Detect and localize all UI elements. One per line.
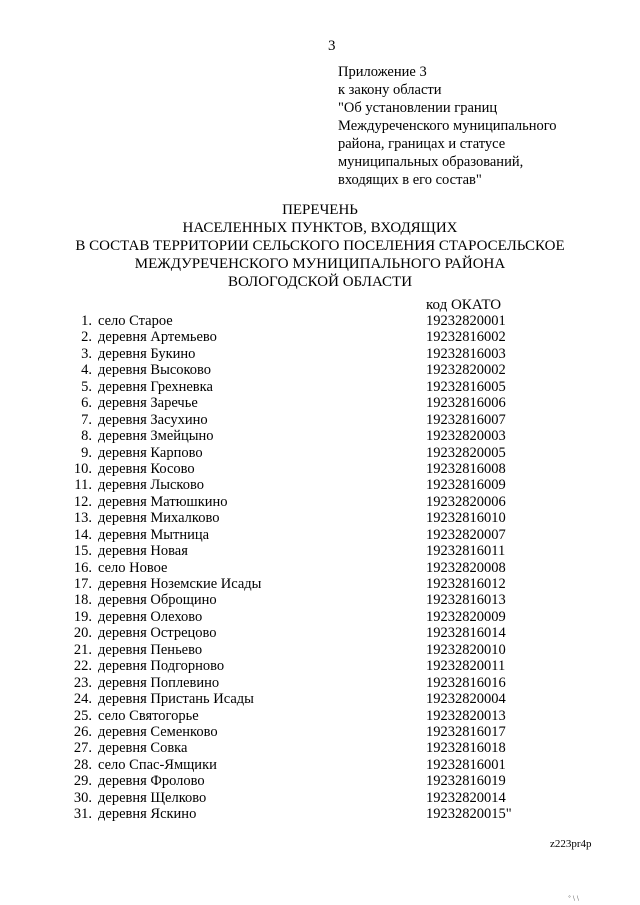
settlement-okato-code: 19232820015" [426,806,512,823]
settlement-number: 18. [73,592,92,609]
settlement-number: 8. [81,428,92,445]
settlement-name: деревня Грехневка [98,378,213,395]
document-title [0,201,640,291]
settlement-name: деревня Подгорново [98,658,225,675]
settlement-number: 16. [73,559,92,576]
settlement-name: село Новое [98,559,168,576]
settlement-okato-code: 19232816016 [426,674,506,691]
settlement-okato-code: 19232816003 [426,345,506,362]
settlement-number: 1. [81,313,92,329]
settlement-name: деревня Поплевино [98,674,220,691]
appendix-line: Приложение 3 [338,64,427,80]
document-code: z223pr4p [550,838,592,850]
settlement-number: 26. [73,723,92,740]
settlement-number: 4. [81,362,92,379]
settlement-name: деревня Фролово [98,773,205,790]
appendix-line: входящих в его состав" [338,172,482,188]
settlement-okato-code: 19232820011 [426,658,506,675]
appendix-line: муниципальных образований, [338,154,524,170]
settlement-row [0,412,640,428]
settlement-row [0,329,640,345]
okato-column-header: код ОКАТО [426,297,502,313]
settlement-okato-code: 19232816013 [426,592,506,609]
settlement-okato-code: 19232820007 [426,526,506,543]
settlement-okato-code: 19232820005 [426,444,506,461]
settlement-number: 9. [81,444,92,461]
settlement-name: деревня Косово [98,460,195,477]
settlement-okato-code: 19232816019 [426,773,506,790]
settlement-okato-code: 19232820009 [426,608,506,625]
settlement-row [0,494,640,510]
settlement-okato-code: 19232816014 [426,625,506,642]
settlement-list [0,313,640,823]
appendix-line: района, границах и статусе [338,136,506,152]
settlement-okato-code: 19232820006 [426,493,506,510]
settlement-row [0,313,640,329]
appendix-line: Междуреченского муниципального [338,118,557,134]
settlement-row [0,773,640,789]
settlement-okato-code: 19232816005 [426,378,506,395]
title-line: В СОСТАВ ТЕРРИТОРИИ СЕЛЬСКОГО ПОСЕЛЕНИЯ СТАРОСЕЛЬСКОЕ [75,238,565,254]
settlement-number: 15. [73,543,92,560]
settlement-number: 7. [81,411,92,428]
settlement-okato-code: 19232816018 [426,740,506,757]
settlement-name: деревня Олехово [98,608,203,625]
settlement-name: деревня Семенково [98,723,218,740]
settlement-row [0,658,640,674]
settlement-number: 14. [73,526,92,543]
settlement-row [0,790,640,806]
settlement-row [0,740,640,756]
settlement-okato-code: 19232820001 [426,313,506,329]
settlement-row [0,527,640,543]
settlement-row [0,592,640,608]
settlement-name: деревня Новая [98,543,188,560]
settlement-number: 17. [73,576,92,592]
settlement-number: 5. [81,378,92,395]
settlement-okato-code: 19232816017 [426,723,506,740]
settlement-name: деревня Матюшкино [98,493,228,510]
settlement-number: 13. [73,510,92,527]
settlement-name: деревня Острецово [98,625,217,642]
settlement-row [0,642,640,658]
settlement-okato-code: 19232820014 [426,789,506,806]
settlement-row [0,395,640,411]
settlement-row [0,806,640,822]
settlement-row [0,445,640,461]
settlement-name: деревня Мытница [98,526,210,543]
settlement-row [0,724,640,740]
settlement-row [0,428,640,444]
settlement-number: 19. [73,608,92,625]
settlement-okato-code: 19232816012 [426,576,506,592]
title-line: НАСЕЛЕННЫХ ПУНКТОВ, ВХОДЯЩИХ [182,220,458,236]
settlement-name: деревня Артемьево [98,329,217,346]
settlement-row [0,543,640,559]
settlement-name: деревня Высоково [98,362,212,379]
settlement-number: 25. [73,707,92,724]
settlement-number: 3. [81,345,92,362]
settlement-row [0,757,640,773]
appendix-block [338,63,557,189]
settlement-row [0,362,640,378]
settlement-name: деревня Змейцыно [98,428,214,445]
settlement-row [0,379,640,395]
settlement-name: деревня Пеньево [98,641,203,658]
settlement-number: 10. [73,460,92,477]
settlement-okato-code: 19232816011 [426,543,506,560]
settlement-row [0,510,640,526]
settlement-number: 27. [73,740,92,757]
settlement-okato-code: 19232820013 [426,707,506,724]
title-line: ВОЛОГОДСКОЙ ОБЛАСТИ [227,274,413,290]
settlement-okato-code: 19232816001 [426,756,506,773]
settlement-name: деревня Лысково [98,477,204,494]
settlement-name: село Святогорье [98,707,199,724]
settlement-number: 22. [73,658,92,675]
settlement-name: деревня Пристань Исады [98,691,254,708]
settlement-okato-code: 19232816009 [426,477,506,494]
settlement-row [0,691,640,707]
settlement-number: 20. [73,625,92,642]
settlement-name: деревня Ноземские Исады [98,576,262,592]
settlement-name: село Спас-Ямщики [98,756,217,773]
settlement-name: деревня Михалково [98,510,220,527]
settlement-name: село Старое [98,313,173,329]
corner-mark: ° \ \ [568,895,579,902]
settlement-number: 6. [81,395,92,412]
settlement-okato-code: 19232816006 [426,395,506,412]
settlement-number: 23. [73,674,92,691]
settlement-name: деревня Яскино [98,806,197,823]
title-line: ПЕРЕЧЕНЬ [282,202,358,218]
settlement-row [0,346,640,362]
settlement-row [0,560,640,576]
settlement-row [0,461,640,477]
settlement-name: деревня Щелково [98,789,207,806]
settlement-row [0,477,640,493]
settlement-name: деревня Заречье [98,395,198,412]
settlement-okato-code: 19232820008 [426,559,506,576]
settlement-name: деревня Засухино [98,411,208,428]
settlement-number: 21. [73,641,92,658]
settlement-okato-code: 19232820003 [426,428,506,445]
settlement-number: 12. [73,493,92,510]
settlement-number: 2. [81,329,92,346]
settlement-row [0,625,640,641]
settlement-name: деревня Букино [98,345,196,362]
settlement-number: 30. [73,789,92,806]
appendix-line: "Об установлении границ [338,100,498,116]
settlement-okato-code: 19232816002 [426,329,506,346]
settlement-okato-code: 19232816008 [426,460,506,477]
settlement-number: 24. [73,691,92,708]
settlement-okato-code: 19232816010 [426,510,506,527]
settlement-okato-code: 19232820002 [426,362,506,379]
page-number: 3 [328,38,336,54]
appendix-line: к закону области [338,82,442,98]
settlement-number: 31. [73,806,92,823]
settlement-row [0,675,640,691]
settlement-number: 28. [73,756,92,773]
settlement-okato-code: 19232820004 [426,691,506,708]
settlement-name: деревня Совка [98,740,188,757]
settlement-row [0,609,640,625]
settlement-okato-code: 19232816007 [426,411,506,428]
settlement-okato-code: 19232820010 [426,641,506,658]
settlement-number: 29. [73,773,92,790]
settlement-row [0,708,640,724]
settlement-row [0,576,640,592]
title-line: МЕЖДУРЕЧЕНСКОГО МУНИЦИПАЛЬНОГО РАЙОНА [134,256,506,272]
settlement-number: 11. [74,477,92,494]
settlement-name: деревня Оброщино [98,592,217,609]
settlement-name: деревня Карпово [98,444,203,461]
